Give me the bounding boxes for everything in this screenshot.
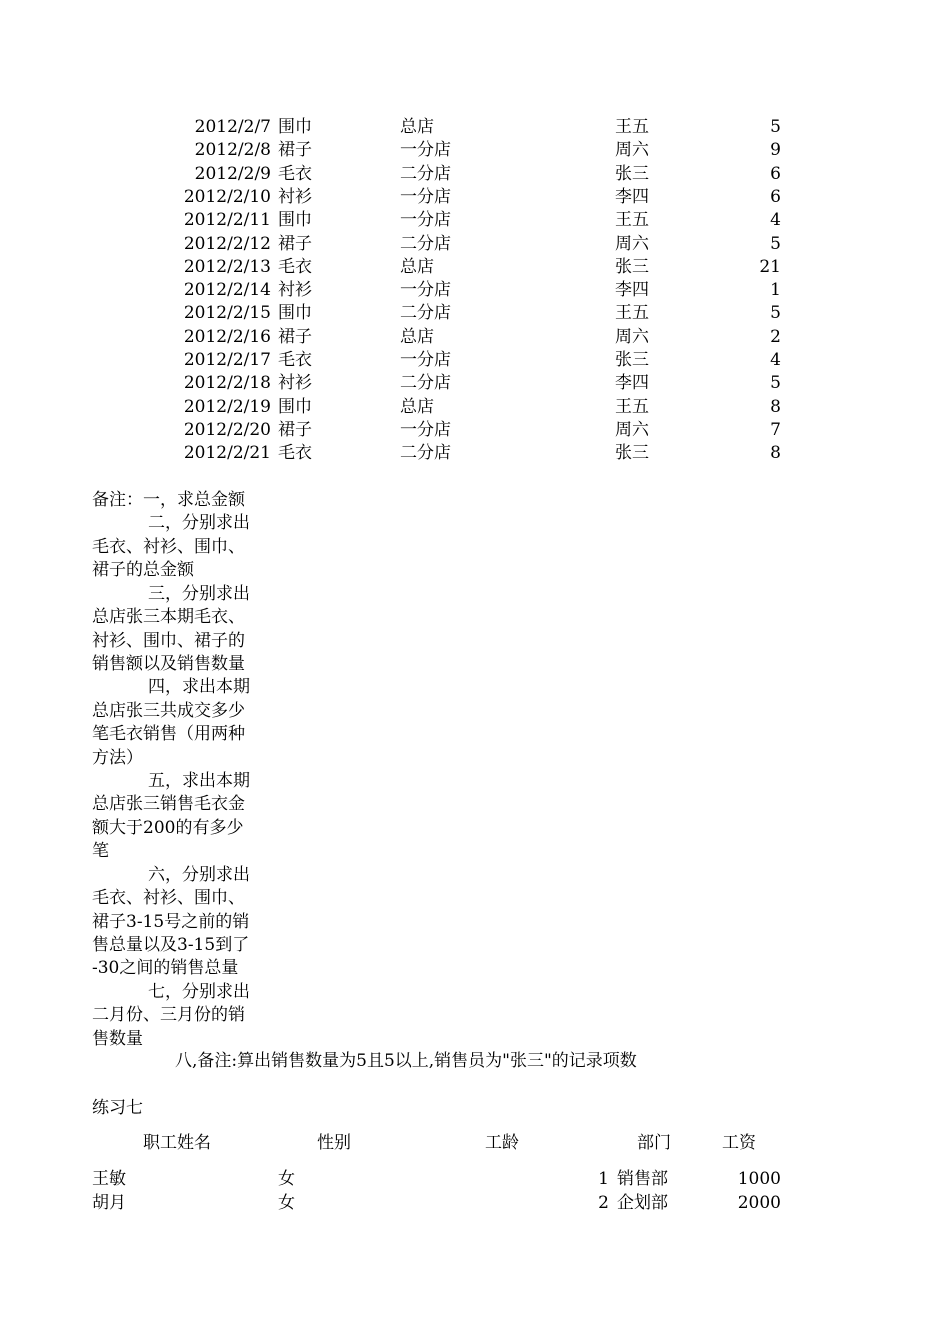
sales-person: 王五	[615, 117, 649, 137]
note-line: 裙子的总金额	[92, 560, 194, 581]
sales-item: 毛衣	[278, 443, 312, 464]
sales-qty: 4	[770, 210, 781, 231]
sales-row	[0, 302, 950, 325]
sales-item: 围巾	[278, 396, 312, 417]
note-line: 四，求出本期	[148, 677, 250, 698]
sales-store: 一分店	[400, 280, 451, 301]
sales-person: 周六	[615, 419, 649, 440]
sales-qty: 6	[770, 163, 781, 184]
sales-date: 2012/2/9	[194, 163, 271, 184]
sales-row	[0, 442, 950, 465]
sales-date: 2012/2/12	[183, 233, 271, 254]
sales-person: 张三	[615, 443, 649, 464]
sales-item: 围巾	[278, 210, 312, 231]
note-line: 总店张三销售毛衣金	[92, 794, 245, 815]
sales-row	[0, 372, 950, 395]
sales-store: 总店	[400, 396, 434, 417]
employee-row	[0, 1192, 950, 1215]
sales-person: 张三	[615, 350, 649, 370]
header-name: 职工姓名	[143, 1133, 211, 1153]
header-dept: 部门	[637, 1133, 671, 1153]
employee-gender: 女	[278, 1192, 295, 1213]
sales-store: 二分店	[400, 443, 451, 464]
sales-item: 裙子	[278, 140, 312, 161]
sales-item: 衬衫	[278, 373, 312, 394]
sales-date: 2012/2/10	[183, 186, 271, 207]
note-line: 七，分别求出	[148, 981, 250, 1002]
sales-store: 一分店	[400, 419, 451, 440]
sales-date: 2012/2/15	[183, 303, 271, 324]
note-eight: 八,备注:算出销售数量为5且5以上,销售员为"张三"的记录项数	[175, 1051, 637, 1071]
employee-years: 2	[598, 1192, 609, 1213]
sales-row	[0, 326, 950, 349]
sales-store: 一分店	[400, 140, 451, 161]
sales-store: 一分店	[400, 350, 451, 370]
exercise-title: 练习七	[92, 1098, 143, 1118]
sales-row	[0, 396, 950, 419]
note-line: 笔	[92, 841, 109, 862]
header-gender: 性别	[317, 1133, 351, 1153]
note-line: 毛衣、衬衫、围巾、	[92, 888, 245, 909]
sales-qty: 5	[770, 373, 781, 394]
employee-years: 1	[598, 1169, 609, 1189]
sales-item: 裙子	[278, 233, 312, 254]
sales-date: 2012/2/18	[183, 373, 271, 394]
sales-person: 张三	[615, 163, 649, 184]
sales-date: 2012/2/14	[183, 280, 271, 301]
note-line: 售数量	[92, 1028, 143, 1049]
sales-date: 2012/2/11	[183, 210, 271, 231]
sales-qty: 5	[770, 233, 781, 254]
sales-qty: 7	[770, 419, 781, 440]
sales-person: 周六	[615, 140, 649, 161]
sales-store: 总店	[400, 117, 434, 137]
sales-person: 周六	[615, 233, 649, 254]
employee-name: 王敏	[92, 1169, 126, 1189]
sales-person: 王五	[615, 303, 649, 324]
sales-person: 周六	[615, 326, 649, 347]
sales-qty: 2	[770, 326, 781, 347]
employee-salary: 1000	[737, 1169, 781, 1189]
note-line: 总店张三本期毛衣、	[92, 607, 245, 628]
sales-store: 总店	[400, 256, 434, 277]
sales-item: 围巾	[278, 117, 312, 137]
sales-date: 2012/2/19	[183, 396, 271, 417]
note-line: 额大于200的有多少	[92, 817, 244, 838]
sales-item: 毛衣	[278, 163, 312, 184]
sales-row	[0, 139, 950, 162]
sales-store: 二分店	[400, 163, 451, 184]
note-line: 二月份、三月份的销	[92, 1005, 245, 1026]
note-line: 方法）	[92, 747, 143, 768]
sales-row	[0, 209, 950, 232]
sales-date: 2012/2/7	[194, 117, 271, 137]
note-line: -30之间的销售总量	[92, 958, 239, 979]
note-line: 总店张三共成交多少	[92, 700, 245, 721]
employee-gender: 女	[278, 1169, 295, 1189]
sales-store: 一分店	[400, 210, 451, 231]
sales-item: 毛衣	[278, 256, 312, 277]
sales-person: 李四	[615, 186, 649, 207]
sales-qty: 6	[770, 186, 781, 207]
sales-item: 裙子	[278, 419, 312, 440]
sales-row	[0, 279, 950, 302]
header-salary: 工资	[722, 1133, 756, 1153]
employee-row	[0, 1168, 950, 1191]
sales-item: 围巾	[278, 303, 312, 324]
sales-row	[0, 349, 950, 372]
sales-row	[0, 419, 950, 442]
note-line: 毛衣、衬衫、围巾、	[92, 536, 245, 557]
sales-row	[0, 163, 950, 186]
sales-date: 2012/2/20	[183, 419, 271, 440]
sales-store: 总店	[400, 326, 434, 347]
sales-person: 王五	[615, 210, 649, 231]
note-line: 销售额以及销售数量	[92, 653, 245, 674]
sales-qty: 4	[770, 350, 781, 370]
sales-qty: 9	[770, 140, 781, 161]
note-line: 六，分别求出	[148, 864, 250, 885]
sales-row	[0, 186, 950, 209]
employee-dept: 企划部	[617, 1192, 668, 1213]
note-line: 备注：一，求总金额	[92, 490, 245, 510]
sales-person: 王五	[615, 396, 649, 417]
sales-store: 二分店	[400, 303, 451, 324]
sales-person: 李四	[615, 373, 649, 394]
sales-row	[0, 233, 950, 256]
sales-qty: 5	[770, 303, 781, 324]
sales-qty: 8	[770, 443, 781, 464]
sales-row	[0, 116, 950, 139]
sales-person: 李四	[615, 280, 649, 301]
sales-qty: 1	[770, 280, 781, 301]
note-line: 售总量以及3-15到了	[92, 934, 250, 955]
sales-item: 衬衫	[278, 186, 312, 207]
sales-item: 衬衫	[278, 280, 312, 301]
header-years: 工龄	[485, 1133, 519, 1153]
employee-name: 胡月	[92, 1192, 126, 1213]
sales-date: 2012/2/17	[183, 350, 271, 370]
sales-qty: 8	[770, 396, 781, 417]
note-line: 笔毛衣销售（用两种	[92, 724, 245, 745]
note-line: 二，分别求出	[148, 513, 250, 534]
sales-qty: 21	[759, 256, 781, 277]
sales-store: 二分店	[400, 373, 451, 394]
note-line: 衬衫、围巾、裙子的	[92, 630, 245, 651]
employee-salary: 2000	[737, 1192, 781, 1213]
sales-date: 2012/2/8	[194, 140, 271, 161]
sales-store: 一分店	[400, 186, 451, 207]
sales-date: 2012/2/16	[183, 326, 271, 347]
note-line: 裙子3-15号之前的销	[92, 911, 250, 932]
employee-dept: 销售部	[617, 1169, 668, 1189]
sales-item: 毛衣	[278, 350, 312, 370]
sales-date: 2012/2/13	[183, 256, 271, 277]
sales-item: 裙子	[278, 326, 312, 347]
note-line: 三，分别求出	[148, 583, 250, 604]
sales-row	[0, 256, 950, 279]
sales-store: 二分店	[400, 233, 451, 254]
sales-qty: 5	[770, 117, 781, 137]
note-line: 五，求出本期	[148, 771, 250, 792]
sales-person: 张三	[615, 256, 649, 277]
sales-date: 2012/2/21	[183, 443, 271, 464]
